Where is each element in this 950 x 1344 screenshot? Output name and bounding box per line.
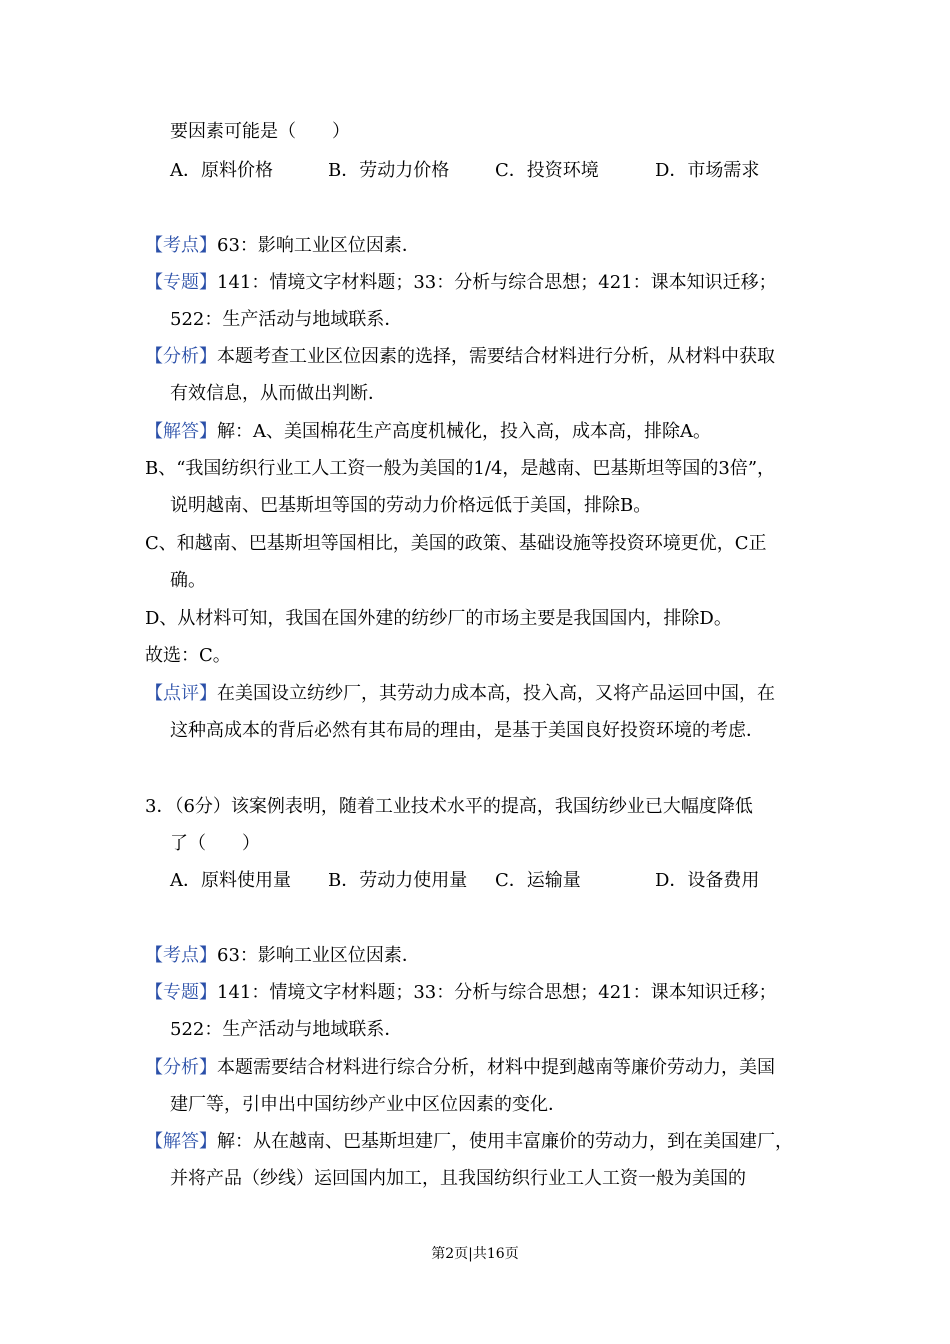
q2-option-c: C．投资环境 [495,160,599,181]
q2-option-a: A．原料价格 [170,160,273,181]
q3-jieda-cont: 并将产品（纱线）运回国内加工，且我国纺织行业工人工资一般为美国的 [170,1168,746,1189]
dianping-tag: 【点评】 [145,683,217,704]
q2-answer-d-line: D、从材料可知，我国在国外建的纺纱厂的市场主要是我国国内，排除D。 [145,608,732,629]
jieda-text: 解：A、美国棉花生产高度机械化，投入高，成本高，排除A。 [217,421,711,442]
zhuanti-text: 141：情境文字材料题；33：分析与综合思想；421：课本知识迁移； [217,272,777,293]
q2-stem-tail: 要因素可能是（ ） [170,121,350,142]
q2-fenxi-cont: 有效信息，从而做出判断． [170,383,386,404]
zhuanti-text: 141：情境文字材料题；33：分析与综合思想；421：课本知识迁移； [217,982,777,1003]
q2-dianping [145,682,775,706]
q2-jieda [145,420,711,444]
q2-answer-b-line1: B、“我国纺织行业工人工资一般为美国的1/4，是越南、巴基斯坦等国的3倍”， [145,458,776,479]
q2-answer-c-line2: 确。 [170,570,206,591]
q2-dianping-cont: 这种高成本的背后必然有其布局的理由，是基于美国良好投资环境的考虑． [170,720,764,741]
page-footer: 第2页|共16页 [431,1246,519,1262]
q3-option-a: A．原料使用量 [170,870,291,891]
q3-option-d: D．设备费用 [655,870,760,891]
kaodian-tag: 【考点】 [145,945,217,966]
q2-fenxi [145,345,775,369]
q3-option-b: B．劳动力使用量 [328,870,468,891]
zhuanti-tag: 【专题】 [145,272,217,293]
fenxi-text: 本题需要结合材料进行综合分析，材料中提到越南等廉价劳动力，美国 [217,1057,775,1078]
kaodian-tag: 【考点】 [145,235,217,256]
q2-answer-b-line2: 说明越南、巴基斯坦等国的劳动力价格远低于美国，排除B。 [170,495,652,516]
jieda-text: 解：从在越南、巴基斯坦建厂，使用丰富廉价的劳动力，到在美国建厂， [217,1131,793,1152]
q2-zhuanti [145,271,777,295]
fenxi-text: 本题考查工业区位因素的选择，需要结合材料进行分析，从材料中获取 [217,346,775,367]
fenxi-tag: 【分析】 [145,1057,217,1078]
q2-zhuanti-cont: 522：生产活动与地域联系． [170,309,403,330]
dianping-text: 在美国设立纺纱厂，其劳动力成本高，投入高，又将产品运回中国，在 [217,683,775,704]
q3-zhuanti [145,981,777,1005]
q3-stem-cont: 了（ ） [170,833,260,854]
q3-jieda [145,1130,793,1154]
q3-kaodian [145,944,420,968]
jieda-tag: 【解答】 [145,421,217,442]
q3-zhuanti-cont: 522：生产活动与地域联系． [170,1019,403,1040]
q2-final-answer: 故选：C。 [145,645,231,666]
q2-kaodian [145,234,420,258]
jieda-tag: 【解答】 [145,1131,217,1152]
q2-option-b: B．劳动力价格 [328,160,450,181]
kaodian-text: 63：影响工业区位因素． [217,945,420,966]
q2-option-d: D．市场需求 [655,160,760,181]
q2-answer-c-line1: C、和越南、巴基斯坦等国相比，美国的政策、基础设施等投资环境更优，C正 [145,533,767,554]
kaodian-text: 63：影响工业区位因素． [217,235,420,256]
q3-fenxi [145,1056,775,1080]
q3-stem: 3．（6分）该案例表明，随着工业技术水平的提高，我国纺纱业已大幅度降低 [145,796,753,817]
q3-fenxi-cont: 建厂等，引申出中国纺纱产业中区位因素的变化． [170,1094,566,1115]
q3-option-c: C．运输量 [495,870,581,891]
zhuanti-tag: 【专题】 [145,982,217,1003]
fenxi-tag: 【分析】 [145,346,217,367]
